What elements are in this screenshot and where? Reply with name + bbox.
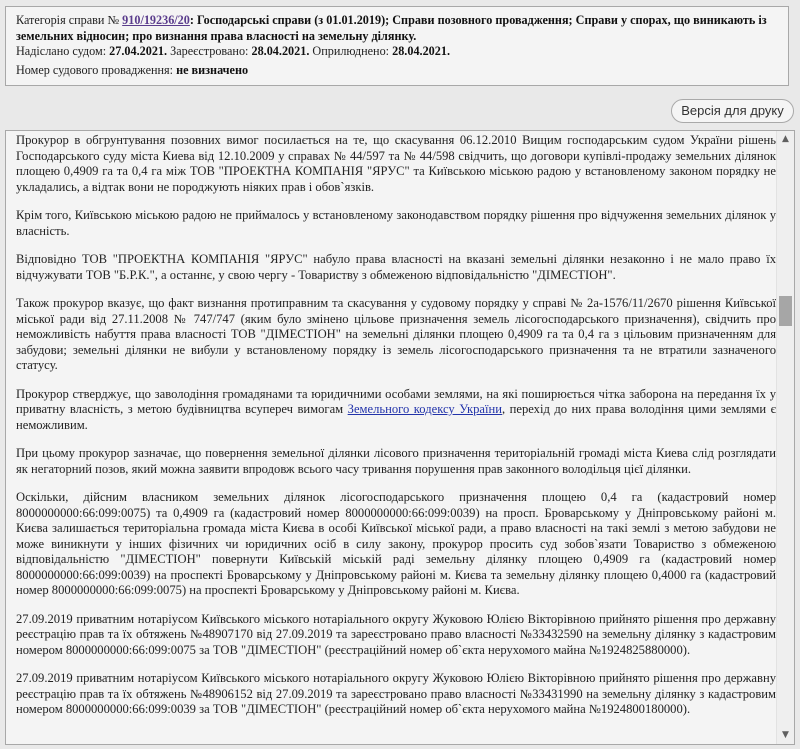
paragraph-text: Прокурор стверджує, що заволодіння громадянами та юридичними особами землями, на які поширюється чітка заборона на передання їх у приватну власність, з метою будівництва всупереч вимогам [16,386,776,416]
published-label: Оприлюднено: [312,44,390,58]
case-category [16,13,778,44]
paragraph: Прокурор в обгрунтування позовних вимог посилається на те, що скасування 06.12.2010 Вищим господарським судом України рішень Господарського суду міста Киева від 12.10.2009 у справах № 44/597 та № 44/598 свідчить, що договори купівлі-продажу земельних ділянок площею 0,4909 га та 0,4 га між ТОВ "ПРОЕКТНА КОМПАНІЯ "ЯРУС" та Київською міською радою у встановленому законом порядку не укладались, а відтак вони не породжують ніяких прав і обов`язків. [16,133,776,194]
paragraph: Відповідно ТОВ "ПРОЕКТНА КОМПАНІЯ "ЯРУС" набуло права власності на вказані земельні ділянки незаконно і не мало право їх відчужувати ТОВ "Б.Р.К.", а останнє, у свою чергу - Товариству з обмеженою відповідальністю "ДІМЕСТІОН". [16,252,776,282]
paragraph: При цьому прокурор зазначає, що повернення земельної ділянки лісового призначення територіальній громаді міста Киева слід розглядати як негаторний позов, який можна заявити впродовж всього часу тривання порушення прав законного володільця цієї ділянки. [16,446,776,476]
category-label: Категорія справи № [16,13,120,27]
case-number-link[interactable]: 910/19236/20 [122,13,190,27]
case-info-panel [5,6,789,86]
document-frame[interactable] [5,130,795,745]
paragraph: Також прокурор вказує, що факт визнання протиправним та скасування у судовому порядку у справі № 2а-1576/11/2670 рішення Київської міської ради від 27.11.2008 № 747/747 (яким було змінено цільове призначення земель лісогосподарського призначення), свідчить про неможливість набуття права власності ТОВ "ДІМЕСТІОН" на земельні ділянки площею 0,4909 га та 0,4 га з цільовим призначенням для забудови; земельні ділянки не вибули у встановленому порядку із земель лісогосподарського призначення та не втратили зазначеного статусу. [16,296,776,372]
category-text: : Господарські справи (з 01.01.2019); Справи позовного провадження; Справи у спорах, що виникають із земельних відносин; про визнання права власності на земельну ділянку. [16,13,767,43]
sent-label: Надіслано судом: [16,44,107,58]
registered-date: 28.04.2021. [251,44,310,58]
paragraph: 27.09.2019 приватним нотаріусом Київського міського нотаріального округу Жуковою Юлією Вікторівною прийнято рішення про державну реєстрацію прав та їх обтяжень №48906152 від 27.09.2019 та зареєстровано право власності №33431990 на земельну ділянку з кадастровим номером 8000000000:66:099:0039 за ТОВ "ДІМЕСТІОН" (реєстраційний номер об`єкта нерухомого майна №1924800180000). [16,671,776,716]
published-date: 28.04.2021. [392,44,450,58]
scroll-down-arrow-icon[interactable]: ▼ [782,730,789,740]
paragraph: Оскільки, дійсним власником земельних ділянок лісогосподарського призначення площею 0,4 га (кадастровий номер 8000000000:66:099:0075) та 0,4909 га (кадастровий номер 8000000000:66:099:0039) на просп. Броварському у Дніпровському районі м. Києва залишається територіальна громада міста Києва в особі Київської міської ради, а право власності на такі землі з метою забудови не може виникнути у інших фізичних чи юридичних осіб в силу закону, прокурор просить суд зобов`язати Товариство з обмеженою відповідальністю "ДІМЕСТІОН" повернути Київській міській раді земельну ділянку площею 0,4909 га (кадастровий номер 8000000000:66:099:0039) на проспекті Броварському у Дніпровському районі м. Києва та земельну ділянку площею 0,4000 га (кадастровий номер 8000000000:66:099:0075) на проспекті Броварському у Дніпровському районі м. Києва. [16,490,776,597]
registered-label: Зареєстровано: [170,44,249,58]
land-code-link[interactable]: Земельного кодексу України [347,402,502,416]
proceeding-label: Номер судового провадження: [16,62,174,77]
sent-date: 27.04.2021. [109,44,168,58]
print-version-button[interactable]: Версія для друку [671,99,794,123]
document-text [16,133,776,731]
proceeding-number [16,63,778,79]
paragraph: 27.09.2019 приватним нотаріусом Київського міського нотаріального округу Жуковою Юлією Вікторівною прийнято рішення про державну реєстрацію прав та їх обтяжень №48907170 від 27.09.2019 та зареєстровано право власності №33432590 на земельну ділянку з кадастровим номером 8000000000:66:099:0075 за ТОВ "ДІМЕСТІОН" (реєстраційний номер об`єкта нерухомого майна №1924825880000). [16,611,776,657]
scroll-up-arrow-icon[interactable]: ▲ [782,134,789,144]
proceeding-value: не визначено [176,62,249,77]
vertical-scrollbar[interactable] [776,131,794,744]
paragraph-text: , перехід до них права володіння цими землями є неможливим. [16,402,776,432]
case-dates [16,44,778,60]
paragraph [16,387,776,434]
scroll-thumb[interactable] [779,296,792,326]
paragraph: Крім того, Київською міською радою не приймалось у встановленому законодавством порядку рішення про відчуження земельних ділянок у власність. [16,208,776,238]
